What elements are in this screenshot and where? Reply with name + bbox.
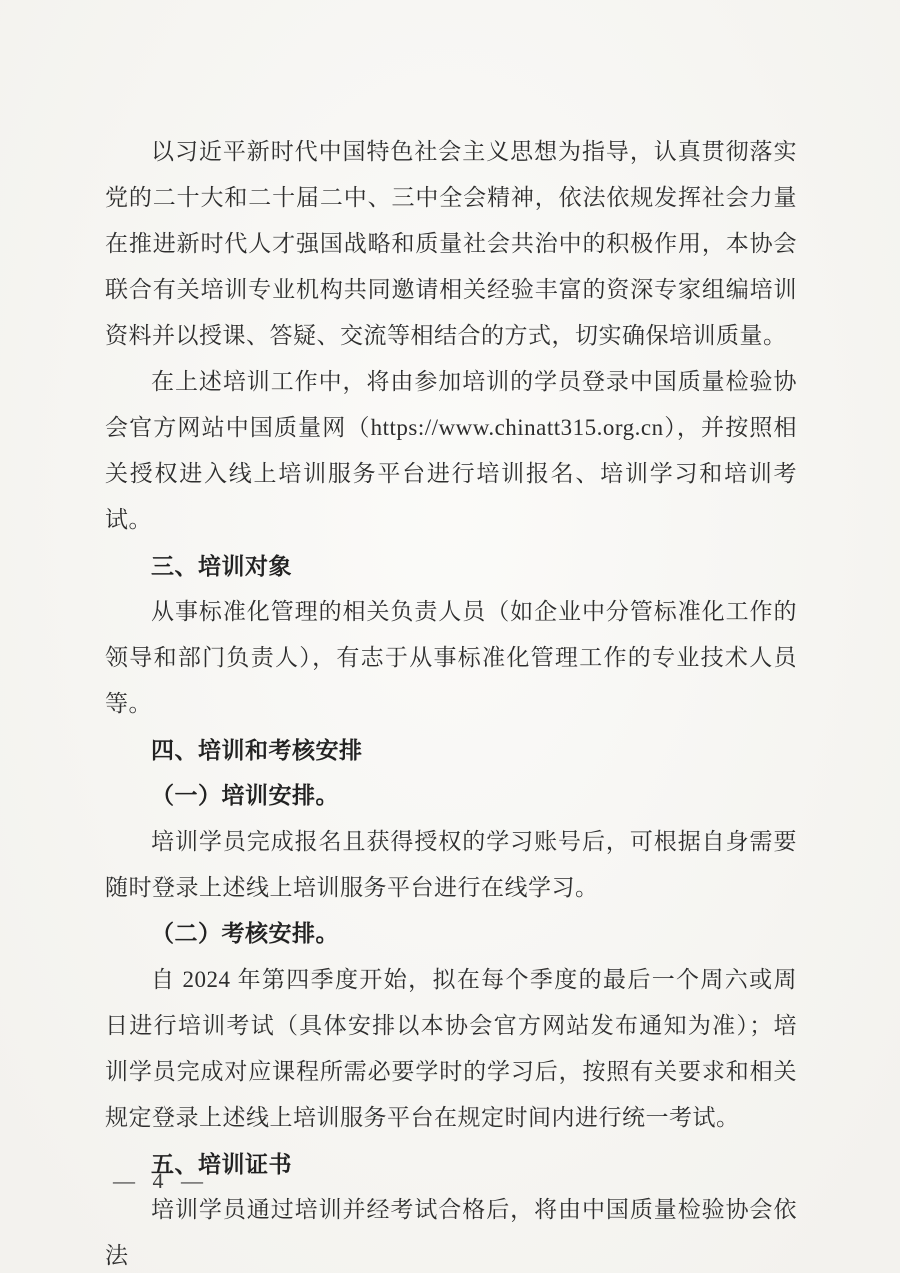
paragraph: 从事标准化管理的相关负责人员（如企业中分管标准化工作的领导和部门负责人），有志于从事标准化管理工作的专业技术人员等。 xyxy=(105,599,797,716)
sub-heading: （一）培训安排。 xyxy=(151,783,339,808)
page-number: — 4 — xyxy=(113,1168,209,1193)
sub-heading: （二）考核安排。 xyxy=(151,921,339,946)
paragraph: 培训学员完成报名且获得授权的学习账号后，可根据自身需要随时登录上述线上培训服务平台进行在线学习。 xyxy=(105,829,797,900)
paragraph: 以习近平新时代中国特色社会主义思想为指导，认真贯彻落实党的二十大和二十届二中、三中全会精神，依法依规发挥社会力量在推进新时代人才强国战略和质量社会共治中的积极作用，本协会联合有关培训专业机构共同邀请相关经验丰富的资深专家组编培训资料并以授课、答疑、交流等相结合的方式，切实确保培训质量。 xyxy=(105,139,797,348)
paragraph: 在上述培训工作中，将由参加培训的学员登录中国质量检验协会官方网站中国质量网（https://www.chinatt315.org.cn），并按照相关授权进入线上培训服务平台进行培训报名、培训学习和培训考试。 xyxy=(105,369,797,532)
paragraph: 培训学员通过培训并经考试合格后，将由中国质量检验协会依法 xyxy=(105,1197,797,1268)
section-heading: 五、培训证书 xyxy=(151,1151,292,1177)
paragraph: 自 2024 年第四季度开始，拟在每个季度的最后一个周六或周日进行培训考试（具体安排以本协会官方网站发布通知为准）；培训学员完成对应课程所需必要学时的学习后，按照有关要求和相关规定登录上述线上培训服务平台在规定时间内进行统一考试。 xyxy=(105,967,797,1130)
section-heading: 四、培训和考核安排 xyxy=(151,737,363,763)
document-body xyxy=(105,129,797,1273)
section-heading: 三、培训对象 xyxy=(151,553,292,579)
